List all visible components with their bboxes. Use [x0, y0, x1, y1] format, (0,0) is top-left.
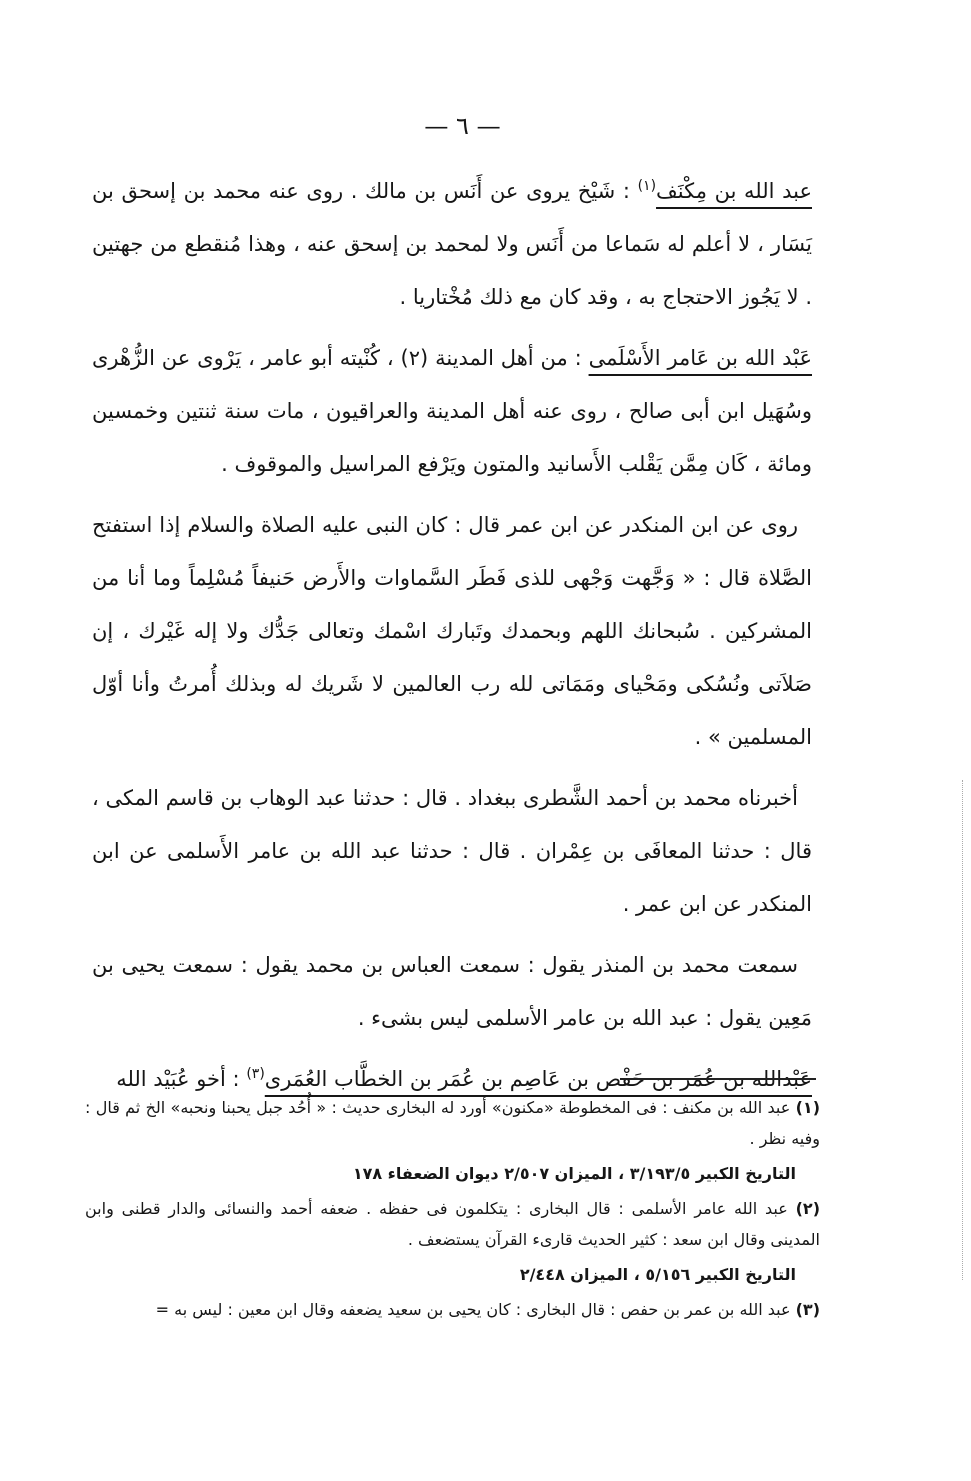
entry-abdullah-ibn-miknaf	[92, 165, 812, 324]
footnote-ref: (١)	[637, 178, 657, 194]
footnote-number: (٢)	[795, 1199, 820, 1218]
entry-heading: عَبْدالله بن عُمَر بن حَفْص بن عَاصِم بن عُمَر بن الخطَّاب العُمَرى	[264, 1067, 812, 1091]
footnote	[85, 1294, 820, 1325]
isnad-paragraph: سمعت محمد بن المنذر يقول : سمعت العباس بن محمد يقول : سمعت يحيى بن مَعِين يقول : عبد الله بن عامر الأسلمى ليس بشىء .	[92, 953, 812, 1030]
entry-abdullah-ibn-amir	[92, 332, 812, 491]
entry-heading: عَبْد الله بن عَامر الأَسْلَمى	[588, 346, 812, 370]
footnote-ref: (٣)	[246, 1066, 265, 1082]
hadith-text: روى عن ابن المنكدر عن ابن عمر قال : كان النبى عليه الصلاة والسلام إذا استفتح الصَّلاة قال : « وَجَّهت وَجْهى للذى فَطَر السَّماوات والأَرض حَنيفاً مُسْلِماً وما أنا من المشركين . سُبحانك اللهم وبحمدك وتَبارك اسْمك وتعالى جَدُّك ولا إله غَيْرك ، إن صَلاَتى ونُسُكى ومَحْياى ومَمَاتى لله رب العالمين لا شَريك له وبذلك أُمرتُ وأنا أوّل المسلمين » .	[92, 513, 812, 749]
footnote-text: عبد الله بن عمر بن حفص : قال البخارى : كان يحيى بن سعيد يضعفه وقال ابن معين : ليس به =	[155, 1300, 791, 1319]
footnote-number: (١)	[795, 1098, 820, 1117]
footnote-number: (٣)	[795, 1300, 820, 1319]
entry-text: : شَيْخ يروى عن أَنَس بن مالك . روى عنه محمد بن إسحق بن يَسَار ، لا أعلم له سَماعا من أَنَس ولا لمحمد بن إسحق عنه ، وهذا مُنقطع من جهتين . لا يَجُوز الاحتجاج به ، وقد كان مع ذلك مُخْتاريا .	[92, 179, 812, 309]
footnote-text: عبد الله عامر الأسلمى : قال البخارى : يتكلمون فى حفظه . ضعفه أحمد والنسائى والدار قطنى وابن المدينى وقال ابن سعد : كثير الحديث قارىء القرآن يستضعف .	[85, 1199, 820, 1249]
entry-heading: عبد الله بن مِكْنَف	[656, 179, 812, 203]
scan-margin-line	[962, 780, 963, 1280]
footnotes	[85, 1092, 820, 1329]
footnote-reference: التاريخ الكبير ٣/١٩٣/٥ ، الميزان ٢/٥٠٧ ديوان الضعفاء ١٧٨	[352, 1164, 796, 1183]
isnad-paragraph: أخبرناه محمد بن أحمد الشَّطرى ببغداد . قال : حدثنا عبد الوهاب بن قاسم المكى ، قال : حدثنا المعافَى بن عِمْران . قال : حدثنا عبد الله بن عامر الأَسلمى عن ابن المنكدر عن ابن عمر .	[92, 786, 812, 916]
page-number: — ٦ —	[424, 112, 501, 140]
footnote	[85, 1193, 820, 1255]
main-text	[92, 165, 812, 1114]
footnote	[85, 1092, 820, 1154]
entry-text: : من أهل المدينة (٢) ، كُنْيته أبو عامر ، يَرْوى عن الزُّهْرى وسُهَيل ابن أبى صالح ، روى عنه أهل المدينة والعراقيون ، مات سنة ثنتين وخمسين ومائة ، كَان مِمَّن يَقْلب الأَسانيد والمتون ويَرْفع المراسيل والموقوف .	[92, 346, 812, 476]
footnote-reference: التاريخ الكبير ٥/١٥٦ ، الميزان ٢/٤٤٨	[519, 1265, 796, 1284]
footnote-text: عبد الله بن مكنف : فى المخطوطة «مكنون» أورد له البخارى حديث : « أُحُد جبل يحبنا ونحبه» الخ ثم قال : وفيه نظر .	[85, 1098, 820, 1148]
footnote-divider	[620, 1078, 816, 1080]
entry-text: : أخو عُبَيْد الله	[116, 1067, 240, 1091]
